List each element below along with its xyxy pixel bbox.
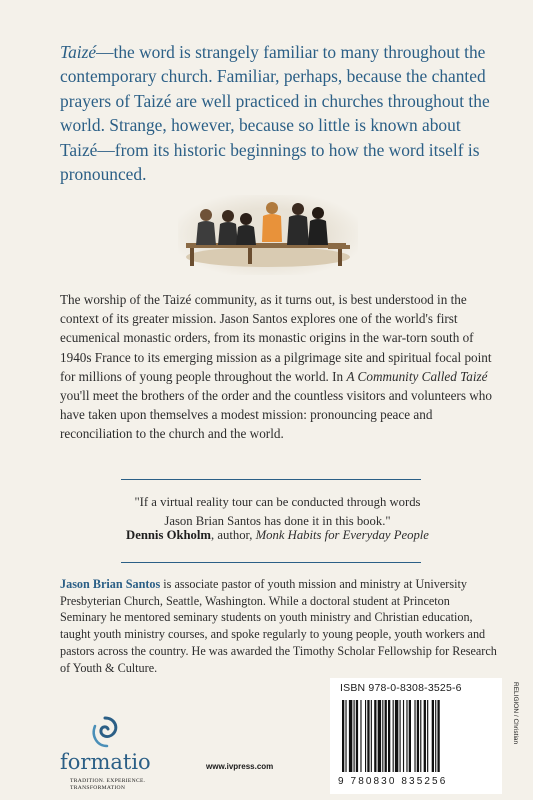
logo-tagline: TRADITION. EXPERIENCE. TRANSFORMATION xyxy=(70,778,146,791)
group-photo xyxy=(178,195,358,275)
barcode-digits: 9 780830 835256 xyxy=(338,776,448,787)
intro-text: —the word is strangely familiar to many throughout the contemporary church. Familiar, perhaps, because the chanted prayers of Taizé are well practiced in churches throughout the world. Strange, however, because so little is known about Taizé—from its historic beginnings to how the word itself is pronounced. xyxy=(60,42,490,185)
logo-wordmark: formatio xyxy=(60,750,151,774)
description-paragraph xyxy=(60,290,495,444)
barcode-bar xyxy=(400,700,401,772)
barcode-bar xyxy=(385,700,387,772)
barcode-bar xyxy=(342,700,344,772)
quote-line-2: Jason Brian Santos has done it in this book." xyxy=(164,514,391,528)
barcode-bar xyxy=(365,700,366,772)
barcode-bar xyxy=(371,700,372,772)
endorsement-attribution xyxy=(60,528,495,543)
barcode-bar xyxy=(395,700,398,772)
endorser-sep: , author, xyxy=(211,528,256,542)
spiral-icon xyxy=(85,712,125,752)
barcode-bar xyxy=(403,700,404,772)
description-text-1: The worship of the Taizé community, as it turns out, is best understood in the context of its greater mission. Jason Santos explores one of the world's first ecumenical monastic orders, from its monastic origins in the war-torn south of 1940s France to its emerging mission as a pilgrimage site and spiritual focal point for millions of young people throughout the world. In xyxy=(60,292,492,384)
barcode-bar xyxy=(414,700,415,772)
book-title: A Community Called Taizé xyxy=(346,368,488,384)
barcode-bar xyxy=(420,700,421,772)
publisher-website: www.ivpress.com xyxy=(206,762,274,771)
barcode-bar xyxy=(406,700,407,772)
intro-paragraph xyxy=(60,40,490,186)
bio-text: is associate pastor of youth mission and ministry at University Presbyterian Church, Seattle, Washington. While a doctoral student at Princeton Seminary he mentored seminary students on youth ministry and Christian education, taught youth ministry courses, and spoke regularly to young people, youth workers and pastors across the country. He was awarded the Timothy Scholar Fellowship for Research of Youth & Culture. xyxy=(60,577,497,675)
barcode-bar xyxy=(378,700,381,772)
barcode-bar xyxy=(432,700,434,772)
barcode-bar xyxy=(393,700,394,772)
barcode-bar xyxy=(360,700,361,772)
endorser-book: Monk Habits for Everyday People xyxy=(255,528,429,542)
author-bio xyxy=(60,576,497,676)
barcode-bar xyxy=(374,700,376,772)
barcode-bar xyxy=(367,700,369,772)
barcode-bar xyxy=(349,700,352,772)
description-text-2: you'll meet the brothers of the order and the countless visitors and volunteers who have taken upon themselves a modest mission: pronouncing peace and reconciliation to the church and the world. xyxy=(60,388,492,442)
barcode-bar xyxy=(388,700,390,772)
barcode-bar xyxy=(424,700,426,772)
barcode-bar xyxy=(435,700,436,772)
category-label: RELIGION / Christian xyxy=(512,682,519,745)
divider-top xyxy=(121,479,421,480)
barcode-bar xyxy=(382,700,383,772)
barcode-bar xyxy=(427,700,428,772)
endorser-name: Dennis Okholm xyxy=(126,528,211,542)
bio-author-name: Jason Brian Santos xyxy=(60,577,161,591)
intro-lead-word: Taizé xyxy=(60,42,97,62)
barcode-bar xyxy=(417,700,419,772)
barcode-bar xyxy=(356,700,358,772)
barcode-bar xyxy=(437,700,439,772)
endorsement-quote xyxy=(60,493,495,531)
barcode-bar xyxy=(409,700,411,772)
barcode-bar xyxy=(354,700,355,772)
quote-line-1: "If a virtual reality tour can be conducted through words xyxy=(134,495,421,509)
barcode-bar xyxy=(345,700,346,772)
isbn-label: ISBN 978-0-8308-3525-6 xyxy=(340,682,462,694)
divider-bottom xyxy=(121,562,421,563)
barcode-icon xyxy=(338,700,488,774)
